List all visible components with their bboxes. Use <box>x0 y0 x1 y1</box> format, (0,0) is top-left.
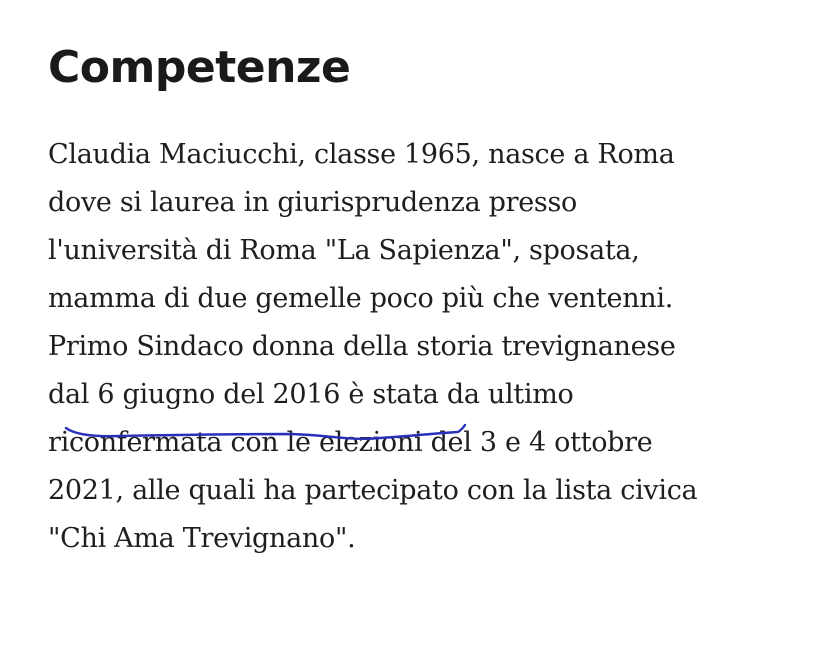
section-title: Competenze <box>48 42 351 93</box>
paragraph-line: riconfermata con le elezioni del 3 e 4 ottobre <box>48 427 653 458</box>
paragraph-line: dove si laurea in giurisprudenza presso <box>48 187 577 218</box>
paragraph-line: mamma di due gemelle poco più che ventenni. <box>48 283 674 314</box>
paragraph-line: l'università di Roma "La Sapienza", sposata, <box>48 235 640 266</box>
paragraph-line: 2021, alle quali ha partecipato con la lista civica <box>48 475 698 506</box>
paragraph-line: Claudia Maciucchi, classe 1965, nasce a Roma <box>48 139 675 170</box>
biography-paragraph <box>48 131 808 563</box>
competenze-section <box>48 36 808 100</box>
paragraph-line: dal 6 giugno del 2016 è stata da ultimo <box>48 379 574 410</box>
paragraph-line: "Chi Ama Trevignano". <box>48 523 356 554</box>
paragraph-line: Primo Sindaco donna della storia trevignanese <box>48 331 676 362</box>
